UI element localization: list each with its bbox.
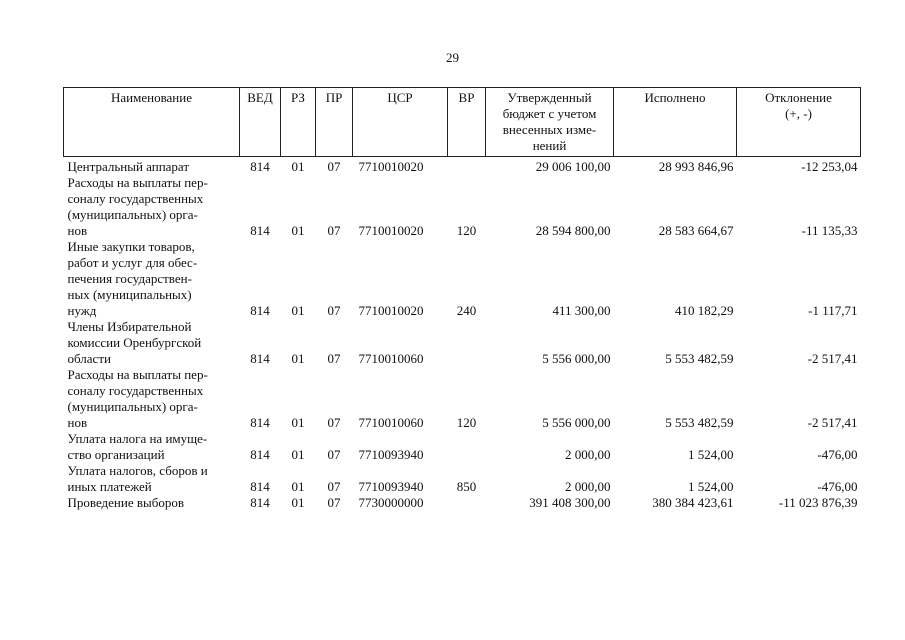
page-number: 29 [446,50,459,65]
cell-name [64,175,240,239]
cell-executed: 5 553 482,59 [665,415,734,430]
table-row [64,495,861,511]
header-pr: ПР [316,88,353,157]
header-deviation-line: Отклонение [765,90,832,105]
cell-name-line: Члены Избирательной [67,319,192,334]
table-row [64,319,861,367]
table-row [64,463,861,495]
cell-vr: 240 [456,303,477,318]
cell-name-line: иных платежей [67,479,152,494]
cell-name-line: нов [67,223,88,238]
cell-name-line: Уплата налога на имуще- [67,431,208,446]
cell-name-line: нов [67,415,88,430]
cell-name-line: Иные закупки товаров, [67,239,195,254]
header-vr: ВР [448,88,486,157]
table-row [64,431,861,463]
cell-name-line: работ и услуг для обес- [67,255,198,270]
cell-rz: 01 [291,495,305,510]
cell-csr: 7710010020 [358,159,424,174]
cell-approved: 2 000,00 [565,447,611,462]
header-approved-line: нений [532,138,567,153]
cell-name-line: соналу государственных [67,191,204,206]
header-approved-line: внесенных изме- [502,122,597,137]
cell-rz: 01 [291,351,305,366]
table-header-row [64,88,861,157]
cell-rz: 01 [291,447,305,462]
cell-rz: 01 [291,159,305,174]
cell-rz: 01 [291,223,305,238]
cell-vr: 850 [456,479,477,494]
cell-approved: 2 000,00 [565,479,611,494]
cell-name-line: Уплата налогов, сборов и [67,463,208,478]
cell-deviation: -476,00 [817,447,858,462]
cell-ved: 814 [250,223,270,238]
cell-csr: 7710093940 [358,479,424,494]
table-row [64,239,861,319]
header-rz: РЗ [281,88,316,157]
cell-name-line: (муниципальных) орга- [67,399,198,414]
cell-vr [448,431,486,463]
cell-rz: 01 [291,479,305,494]
cell-name-line: Расходы на выплаты пер- [67,175,208,190]
header-approved-line: Утвержденный [507,90,592,105]
table-row [64,157,861,176]
cell-pr: 07 [327,495,341,510]
cell-pr: 07 [327,415,341,430]
cell-deviation: -476,00 [817,479,858,494]
cell-name-line: ство организаций [67,447,165,462]
cell-pr: 07 [327,223,341,238]
cell-csr: 7710010020 [358,223,424,238]
header-deviation-line: (+, -) [785,106,812,121]
cell-name [64,239,240,319]
cell-executed: 1 524,00 [688,447,734,462]
cell-deviation: -1 117,71 [808,303,858,318]
cell-deviation: -11 135,33 [801,223,858,238]
cell-executed: 28 993 846,96 [658,159,734,174]
cell-name-line: Расходы на выплаты пер- [67,367,208,382]
cell-name-line: ных (муниципальных) [67,287,192,302]
cell-ved: 814 [250,479,270,494]
cell-ved: 814 [250,351,270,366]
table-body [64,157,861,512]
cell-executed: 5 553 482,59 [665,351,734,366]
cell-executed: 410 182,29 [675,303,734,318]
cell-deviation: -2 517,41 [807,415,858,430]
cell-name-line: Проведение выборов [67,495,184,510]
table-row [64,367,861,431]
cell-csr: 7730000000 [358,495,424,510]
cell-name [64,367,240,431]
cell-pr: 07 [327,447,341,462]
cell-vr [448,495,486,511]
cell-name-line: Центральный аппарат [67,159,190,174]
cell-ved: 814 [250,159,270,174]
header-executed: Исполнено [614,88,737,157]
cell-pr: 07 [327,479,341,494]
cell-name [64,431,240,463]
cell-approved: 411 300,00 [552,303,611,318]
cell-ved: 814 [250,495,270,510]
cell-executed: 28 583 664,67 [658,223,734,238]
cell-csr: 7710010060 [358,351,424,366]
cell-vr [448,319,486,367]
cell-ved: 814 [250,447,270,462]
cell-name-line: соналу государственных [67,383,204,398]
cell-approved: 391 408 300,00 [529,495,611,510]
cell-ved: 814 [250,303,270,318]
cell-name-line: нужд [67,303,97,318]
cell-ved: 814 [250,415,270,430]
cell-rz: 01 [291,415,305,430]
cell-approved: 29 006 100,00 [535,159,611,174]
cell-deviation: -11 023 876,39 [778,495,858,510]
header-deviation [737,88,861,157]
cell-approved: 5 556 000,00 [542,351,611,366]
cell-pr: 07 [327,303,341,318]
cell-pr: 07 [327,351,341,366]
cell-executed: 1 524,00 [688,479,734,494]
cell-executed: 380 384 423,61 [652,495,734,510]
header-csr: ЦСР [353,88,448,157]
cell-csr: 7710010060 [358,415,424,430]
cell-name [64,157,240,176]
header-ved: ВЕД [240,88,281,157]
cell-approved: 28 594 800,00 [535,223,611,238]
cell-vr: 120 [456,415,477,430]
cell-pr: 07 [327,159,341,174]
cell-name [64,495,240,511]
cell-deviation: -12 253,04 [801,159,858,174]
budget-table [63,87,861,511]
cell-name-line: области [67,351,111,366]
cell-rz: 01 [291,303,305,318]
table-row [64,175,861,239]
cell-csr: 7710093940 [358,447,424,462]
cell-name-line: (муниципальных) орга- [67,207,198,222]
cell-name-line: комиссии Оренбургской [67,335,202,350]
cell-csr: 7710010020 [358,303,424,318]
cell-name-line: печения государствен- [67,271,192,286]
cell-deviation: -2 517,41 [807,351,858,366]
cell-approved: 5 556 000,00 [542,415,611,430]
header-name: Наименование [64,88,240,157]
cell-vr [448,157,486,176]
cell-name [64,463,240,495]
cell-name [64,319,240,367]
header-approved [486,88,614,157]
cell-vr: 120 [456,223,477,238]
header-approved-line: бюджет с учетом [502,106,597,121]
